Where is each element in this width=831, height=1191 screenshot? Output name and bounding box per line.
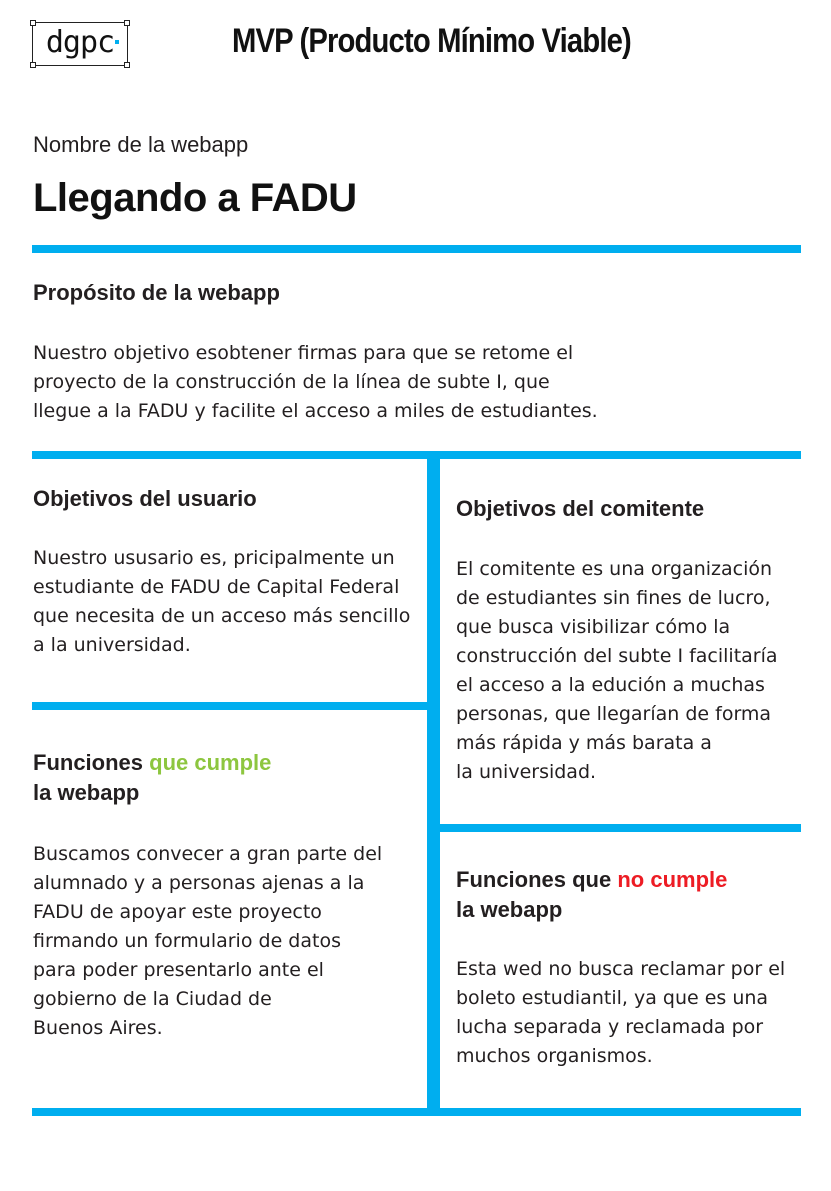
logo-corner-handle <box>124 20 130 26</box>
logo-corner-handle <box>30 62 36 68</box>
user-goals-heading: Objetivos del usuario <box>33 486 257 511</box>
logo-corner-handle <box>30 20 36 26</box>
divider-top <box>32 245 801 253</box>
client-goals-body: El comitente es una organización de estudiantes sin fines de lucro, que busca visibilizar cómo la construcción del subte I facilitaría el acceso a la edución a muchas personas, que llegarían de forma más rápida y más barata a la universidad. <box>456 558 778 783</box>
functions-yes-heading-suffix: la webapp <box>33 780 140 805</box>
functions-yes-heading-prefix: Funciones <box>33 750 150 775</box>
dgpc-logo <box>32 22 128 66</box>
functions-yes-body: Buscamos convecer a gran parte del alumnado y a personas ajenas a la FADU de apoyar este proyecto firmando un formulario de datos para poder presentarlo ante el gobierno de la Ciudad de Buenos Aires. <box>33 843 383 1039</box>
functions-yes-highlight: que cumple <box>149 750 272 775</box>
client-goals-heading: Objetivos del comitente <box>456 496 705 521</box>
user-goals-body: Nuestro ususario es, pricipalmente un estudiante de FADU de Capital Federal que necesita de un acceso más sencillo a la universidad. <box>33 547 411 656</box>
divider-purpose <box>32 451 801 459</box>
webapp-name: Llegando a FADU <box>33 176 357 220</box>
purpose-body: Nuestro objetivo esobtener firmas para que se retome el proyecto de la construcción de la línea de subte I, que llegue a la FADU y facilite el acceso a miles de estudiantes. <box>33 342 598 422</box>
functions-no-heading-prefix: Funciones que <box>456 867 618 892</box>
document-title: MVP (Producto Mínimo Viable) <box>232 22 631 60</box>
logo-text: dgpc <box>45 25 115 60</box>
functions-no-highlight: no cumple <box>617 867 728 892</box>
logo-corner-handle <box>124 62 130 68</box>
logo-accent-dot <box>115 40 119 44</box>
functions-yes-heading <box>33 748 423 808</box>
functions-no-heading-suffix: la webapp <box>456 897 563 922</box>
functions-no-body: Esta wed no busca reclamar por el boleto estudiantil, ya que es una lucha separada y reclamada por muchos organismos. <box>456 958 786 1067</box>
purpose-heading: Propósito de la webapp <box>33 280 280 305</box>
divider-vertical-right <box>432 459 440 1109</box>
divider-left-middle <box>32 702 432 710</box>
divider-bottom <box>32 1108 801 1116</box>
webapp-name-label: Nombre de la webapp <box>33 132 249 157</box>
divider-right-middle <box>437 824 801 832</box>
functions-no-heading <box>456 865 796 925</box>
